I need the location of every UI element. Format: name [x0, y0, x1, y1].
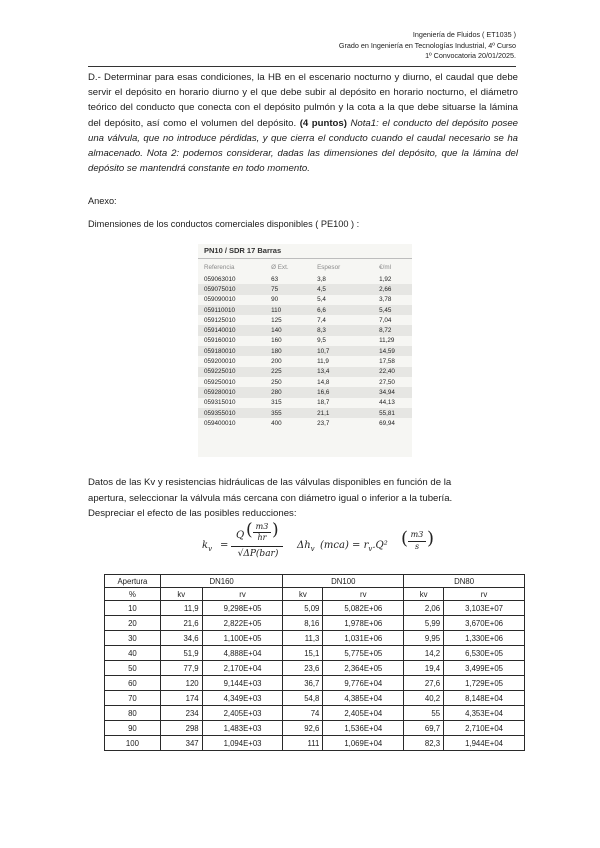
pipe-price: 8,72: [373, 325, 412, 335]
apertura-value: 70: [105, 691, 161, 706]
dn160-rv: 4,888E+04: [202, 646, 283, 661]
question-paragraph: [88, 70, 518, 176]
dn160-kv: 11,9: [160, 601, 202, 616]
headloss-unit: $(mca) = r_v.Q^2$: [320, 540, 388, 553]
dn80-rv: 2,710E+04: [444, 721, 525, 736]
pipe-row: [198, 305, 412, 315]
dn160-kv: 234: [160, 706, 202, 721]
dn100-kv: 36,7: [283, 676, 323, 691]
apertura-value: 10: [105, 601, 161, 616]
unit-hr: hr: [257, 533, 267, 542]
dn80-kv: 5,99: [404, 616, 444, 631]
header-divider: [88, 66, 516, 67]
pipe-header-diameter: Ø Ext.: [271, 264, 289, 271]
pipe-thickness: 10,7: [311, 346, 373, 356]
pipe-diameter: 125: [271, 316, 282, 324]
dn160-kv: 21,6: [160, 616, 202, 631]
pipe-row: [198, 274, 412, 284]
pipe-ref: 059063010: [204, 275, 236, 283]
dn80-rv: 3,103E+07: [444, 601, 525, 616]
equals-sign: =: [220, 540, 229, 551]
valve-group-header-row: [105, 575, 525, 588]
degree-name: Grado en Ingeniería en Tecnologías Industrial, 4º Curso: [338, 40, 516, 50]
dn80-kv: 9,95: [404, 631, 444, 646]
apertura-value: 30: [105, 631, 161, 646]
dn160-kv: 77,9: [160, 661, 202, 676]
pipe-thickness: 5,4: [317, 296, 326, 304]
dn80-kv: 14,2: [404, 646, 444, 661]
pipe-diameter: 280: [265, 387, 311, 397]
pipe-ref: 059250010: [204, 378, 236, 386]
pipe-diameter: 355: [265, 408, 311, 418]
dn100-rv: 1,031E+06: [323, 631, 404, 646]
dn80-rv: 3,670E+06: [444, 616, 525, 631]
dn80-rv: 1,330E+06: [444, 631, 525, 646]
pipe-diameter: 63: [271, 275, 279, 283]
dn100-rv: 5,775E+05: [323, 646, 404, 661]
pipe-price: 27,50: [379, 378, 395, 386]
kv-header: kv: [160, 588, 202, 601]
valve-row: [105, 601, 525, 616]
dn100-kv: 92,6: [283, 721, 323, 736]
pipe-thickness: 21,1: [311, 408, 373, 418]
pipe-thickness: 13,4: [311, 367, 373, 377]
document-header: [339, 30, 516, 62]
pipe-diameter: 90: [271, 296, 279, 304]
dn100-rv: 1,978E+06: [323, 616, 404, 631]
pipe-price: 69,94: [379, 419, 395, 427]
paren-right: ): [272, 520, 279, 540]
pipe-header-thickness: Espesor: [317, 264, 341, 271]
pipe-table-rule: [198, 258, 412, 259]
pipe-ref: 059110010: [198, 305, 265, 315]
flow-symbol: Q: [236, 530, 245, 541]
pipe-price: 11,29: [379, 337, 395, 345]
valve-row: [105, 661, 525, 676]
pipe-diameter: 400: [271, 419, 282, 427]
dn80-rv: 3,499E+05: [444, 661, 525, 676]
pipe-thickness: 8,3: [311, 325, 373, 335]
pipe-table-body: [198, 274, 412, 428]
apertura-header: Apertura: [105, 575, 161, 588]
pipe-thickness: 11,9: [317, 358, 329, 366]
dn100-rv: 2,405E+04: [323, 706, 404, 721]
dn160-rv: 9,298E+05: [202, 601, 283, 616]
valves-intro-line: apertura, seleccionar la válvula más cercana con diámetro igual o inferior a la tubería.: [88, 492, 453, 504]
pipe-thickness: 3,8: [317, 275, 326, 283]
pipe-price: 14,59: [373, 346, 412, 356]
pipe-diameter: 110: [265, 305, 311, 315]
pipe-ref: 059160010: [204, 337, 236, 345]
exam-date: 1º Convocatoria 20/01/2025.: [425, 51, 516, 61]
pipe-row: [198, 367, 412, 377]
pipe-table: [198, 244, 412, 457]
course-name: Ingeniería de Fluidos ( ET1035 ): [412, 30, 516, 39]
pipe-price: 44,13: [379, 399, 395, 407]
dn100-kv: 54,8: [283, 691, 323, 706]
unit-m3: m3: [255, 522, 269, 531]
dn80-rv: 6,530E+05: [444, 646, 525, 661]
pipe-ref: 059315010: [204, 399, 236, 407]
pipe-price: 5,45: [373, 305, 412, 315]
pipe-diameter: 200: [271, 358, 282, 366]
valve-table: [104, 574, 525, 751]
kv-symbol: $k_v$: [202, 540, 213, 553]
pipe-thickness: 23,7: [317, 419, 330, 427]
dn100-rv: 2,364E+05: [323, 661, 404, 676]
pressure-denominator: √ΔP(bar): [237, 549, 279, 559]
question-points: (4 puntos): [299, 117, 347, 129]
pipe-price: 22,40: [373, 367, 412, 377]
group-dn100: DN100: [283, 575, 404, 588]
dn80-kv: 40,2: [404, 691, 444, 706]
dn100-rv: 9,776E+04: [323, 676, 404, 691]
dn80-kv: 69,7: [404, 721, 444, 736]
pipe-thickness: 14,8: [317, 378, 330, 386]
dn160-rv: 1,100E+05: [202, 631, 283, 646]
pipe-ref: 059075010: [198, 284, 265, 294]
pipe-header-price: €/ml: [379, 264, 391, 271]
dn160-rv: 2,822E+05: [202, 616, 283, 631]
pipe-diameter: 225: [265, 367, 311, 377]
pipe-diameter: 140: [265, 325, 311, 335]
dn80-rv: 1,944E+04: [444, 736, 525, 751]
pipes-caption: Dimensiones de los conductos comerciales disponibles ( PE100 ) :: [88, 219, 360, 229]
kv-header: kv: [283, 588, 323, 601]
dn160-kv: 51,9: [160, 646, 202, 661]
rv-header: rv: [444, 588, 525, 601]
dn160-kv: 34,6: [160, 631, 202, 646]
pipe-row: [198, 418, 412, 428]
pct-header: %: [105, 588, 161, 601]
group-dn80: DN80: [404, 575, 525, 588]
pipe-table-grid: [198, 261, 412, 428]
pipe-thickness: 16,6: [311, 387, 373, 397]
unit-s: s: [414, 542, 420, 551]
pipe-row: [198, 387, 412, 397]
valve-row: [105, 616, 525, 631]
valve-row: [105, 646, 525, 661]
dn160-rv: 4,349E+03: [202, 691, 283, 706]
dn80-rv: 8,148E+04: [444, 691, 525, 706]
apertura-value: 50: [105, 661, 161, 676]
pipe-thickness: 6,6: [311, 305, 373, 315]
dn100-rv: 4,385E+04: [323, 691, 404, 706]
rv-header: rv: [202, 588, 283, 601]
pipe-table-title: PN10 / SDR 17 Barras: [204, 246, 282, 255]
dn80-kv: 2,06: [404, 601, 444, 616]
dn80-rv: 1,729E+05: [444, 676, 525, 691]
pipe-ref: 059200010: [204, 358, 236, 366]
question-body: D.- Determinar para esas condiciones, la HB en el escenario nocturno y diurno, el caudal que debe servir el depósito en horario diurno y el que debe subir al depósito en horario nocturno, el diámetro teórico del conducto que conecta con el depósito pulmón y la cota a la que debe situarse la lámina del depósito, así como el volumen del depósito.: [88, 72, 518, 129]
pipe-ref: 059225010: [198, 367, 265, 377]
dn80-kv: 27,6: [404, 676, 444, 691]
pipe-price: 1,92: [379, 275, 392, 283]
dn160-kv: 174: [160, 691, 202, 706]
group-dn160: DN160: [160, 575, 283, 588]
pipe-row: [198, 377, 412, 387]
valve-row: [105, 676, 525, 691]
dn160-kv: 120: [160, 676, 202, 691]
pipe-row: [198, 295, 412, 305]
dn100-kv: 111: [283, 736, 323, 751]
pipe-price: 2,66: [373, 284, 412, 294]
dn160-rv: 9,144E+03: [202, 676, 283, 691]
valve-subheader-row: [105, 588, 525, 601]
main-fraction-line: [231, 546, 283, 547]
dn100-kv: 11,3: [283, 631, 323, 646]
pipe-diameter: 160: [271, 337, 282, 345]
pipe-ref: 059125010: [204, 316, 236, 324]
dn80-kv: 82,3: [404, 736, 444, 751]
apertura-value: 20: [105, 616, 161, 631]
pipe-ref: 059180010: [198, 346, 265, 356]
dn160-kv: 298: [160, 721, 202, 736]
dn100-kv: 8,16: [283, 616, 323, 631]
pipe-price: 17,58: [379, 358, 395, 366]
pipe-ref: 059400010: [204, 419, 236, 427]
formula-block: [200, 520, 435, 572]
dn160-rv: 2,405E+03: [202, 706, 283, 721]
pipe-row: [198, 325, 412, 335]
valves-intro-line: Datos de las Kv y resistencias hidráulicas de las válvulas disponibles en función de la: [88, 477, 452, 488]
pipe-row: [198, 315, 412, 325]
dn100-kv: 23,6: [283, 661, 323, 676]
dn80-kv: 19,4: [404, 661, 444, 676]
valve-row: [105, 631, 525, 646]
dn100-kv: 5,09: [283, 601, 323, 616]
paren-right-2: ): [427, 528, 435, 549]
pipe-header-ref: Referencia: [204, 264, 235, 271]
valves-intro: [88, 475, 452, 522]
dn100-kv: 74: [283, 706, 323, 721]
dn160-kv: 347: [160, 736, 202, 751]
paren-left-2: (: [401, 528, 409, 549]
annex-label: Anexo:: [88, 196, 117, 206]
pipe-row: [198, 346, 412, 356]
pipe-thickness: 7,4: [317, 316, 326, 324]
apertura-value: 60: [105, 676, 161, 691]
pipe-thickness: 9,5: [317, 337, 326, 345]
pipe-table-header-row: [198, 261, 412, 274]
pipe-thickness: 18,7: [317, 399, 330, 407]
dn100-rv: 5,082E+06: [323, 601, 404, 616]
valve-table-body: [105, 575, 525, 751]
dn80-rv: 4,353E+04: [444, 706, 525, 721]
apertura-value: 40: [105, 646, 161, 661]
pipe-diameter: 250: [271, 378, 282, 386]
pipe-row: [198, 284, 412, 294]
valve-row: [105, 706, 525, 721]
pipe-diameter: 75: [265, 284, 311, 294]
pipe-diameter: 315: [271, 399, 282, 407]
valves-intro-line: Despreciar el efecto de las posibles reducciones:: [88, 508, 297, 519]
question-notes: Nota1: el conducto del depósito posee una válvula, que no introduce pérdidas, y que cierra el conducto cuando el caudal necesario se ha almacenado. Nota 2: podemos considerar, dadas las dimensiones del depósito, que la lámina del depósito se mantendrá constante en todo momento.: [88, 117, 518, 175]
pipe-ref: 059280010: [198, 387, 265, 397]
dn160-rv: 1,094E+03: [202, 736, 283, 751]
pipe-ref: 059355010: [198, 408, 265, 418]
dn160-rv: 1,483E+03: [202, 721, 283, 736]
dn100-rv: 1,069E+04: [323, 736, 404, 751]
dn80-kv: 55: [404, 706, 444, 721]
pipe-price: 34,94: [373, 387, 412, 397]
rv-header: rv: [323, 588, 404, 601]
dn160-rv: 2,170E+04: [202, 661, 283, 676]
headloss-symbol: $\Delta h_v$: [297, 540, 315, 553]
valve-row: [105, 721, 525, 736]
pipe-row: [198, 336, 412, 346]
pipe-price: 7,04: [379, 316, 392, 324]
apertura-value: 90: [105, 721, 161, 736]
pipe-row: [198, 356, 412, 366]
pipe-price: 3,78: [379, 296, 392, 304]
dn100-rv: 1,536E+04: [323, 721, 404, 736]
pipe-ref: 059140010: [198, 325, 265, 335]
valve-row: [105, 691, 525, 706]
paren-left: (: [246, 520, 253, 540]
pipe-price: 55,81: [373, 408, 412, 418]
kv-header: kv: [404, 588, 444, 601]
pipe-row: [198, 408, 412, 418]
dn100-kv: 15,1: [283, 646, 323, 661]
valve-row: [105, 736, 525, 751]
pipe-row: [198, 398, 412, 408]
pipe-ref: 059090010: [204, 296, 236, 304]
unit-m3-2: m3: [410, 530, 424, 539]
pipe-diameter: 180: [265, 346, 311, 356]
pipe-thickness: 4,5: [311, 284, 373, 294]
apertura-value: 100: [105, 736, 161, 751]
apertura-value: 80: [105, 706, 161, 721]
